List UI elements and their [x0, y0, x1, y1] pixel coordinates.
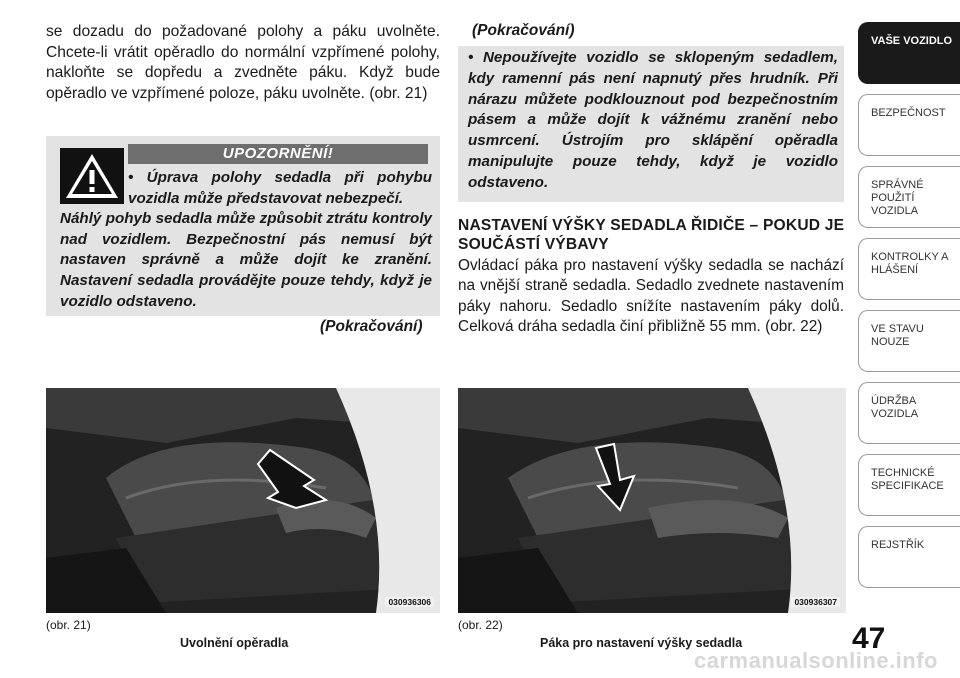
warning-first-line: • Úprava polohy sedadla při pohybu vozidla může představovat nebezpečí. — [128, 169, 432, 207]
figure-22-photo — [458, 388, 846, 613]
intro-paragraph: se dozadu do požadované polohy a páku uvolněte. Chcete-li vrátit opěradlo do normální vzpřímené polohy, nakloňte se dopředu a zvedněte páku. Když bude opěradlo ve vzpřímené poloze, páku uvolněte. (obr. 21) — [46, 23, 440, 102]
tab-label: BEZPEČNOST — [871, 107, 946, 119]
warning-text-continued: • Nepoužívejte vozidlo se sklopeným sedadlem, kdy ramenní pás není napnutý přes hrudník. Při nárazu můžete podklouznout pod bezpečnostním pásem a může dojít k vážnému zranění nebo usmrcení. Ústrojím pro sklápění opěradla manipulujte pouze tehdy, když je vozidlo odstaveno. — [468, 49, 838, 191]
figure-21-caption: Uvolnění opěradla — [180, 636, 289, 650]
warning-title: UPOZORNĚNÍ! — [128, 144, 428, 164]
tab-bezpecnost[interactable] — [858, 94, 960, 156]
tab-label: KONTROLKY A HLÁŠENÍ — [871, 251, 948, 276]
warning-box-continued — [458, 46, 844, 202]
tab-label: ÚDRŽBA VOZIDLA — [871, 395, 919, 420]
figure-code: 030936306 — [385, 597, 434, 607]
tab-spravne-pouziti[interactable] — [858, 166, 960, 228]
figure-21-photo — [46, 388, 440, 613]
tab-udrzba[interactable] — [858, 382, 960, 444]
tab-label: VAŠE VOZIDLO — [871, 35, 953, 47]
chapter-tabs — [858, 22, 960, 598]
seat-illustration — [458, 388, 846, 613]
warning-rest: Náhlý pohyb sedadla může způsobit ztrátu kontroly nad vozidlem. Bezpečnostní pás nemusí být nastaven správně a může dojít ke zranění. Nastavení sedadla provádějte pouze tehdy, když je vozidlo odstaveno. — [60, 210, 432, 310]
warning-text — [60, 168, 432, 312]
watermark: carmanualsonline.info — [694, 648, 938, 673]
tab-vase-vozidlo[interactable] — [858, 22, 960, 84]
left-column — [46, 22, 440, 104]
page-number: 47 — [852, 622, 886, 655]
warning-box — [46, 136, 440, 316]
figure-21-number: (obr. 21) — [46, 618, 91, 632]
figure-22-caption: Páka pro nastavení výšky sedadla — [540, 636, 743, 650]
tab-kontrolky[interactable] — [858, 238, 960, 300]
tab-ve-stavu-nouze[interactable] — [858, 310, 960, 372]
continued-left: (Pokračování) — [320, 318, 423, 335]
tab-label: VE STAVU NOUZE — [871, 323, 924, 348]
tab-technicke-specifikace[interactable] — [858, 454, 960, 516]
tab-label: TECHNICKÉ SPECIFIKACE — [871, 467, 944, 492]
continued-right: (Pokračování) — [472, 22, 575, 39]
tab-rejstrik[interactable] — [858, 526, 960, 588]
figure-code: 030936307 — [791, 597, 840, 607]
seat-illustration — [46, 388, 440, 613]
section-heading: NASTAVENÍ VÝŠKY SEDADLA ŘIDIČE – POKUD JE SOUČÁSTÍ VÝBAVY — [458, 217, 845, 253]
tab-label: SPRÁVNÉ POUŽITÍ VOZIDLA — [871, 179, 924, 217]
tab-label: REJSTŘÍK — [871, 539, 925, 551]
figure-22-number: (obr. 22) — [458, 618, 503, 632]
section-body: Ovládací páka pro nastavení výšky sedadla se nachází na vnější straně sedadla. Sedadlo zvednete nastavením páky nahoru. Sedadlo snížíte nastavením páky dolů. Celková dráha sedadla činí přibližně 55 mm. (obr. 22) — [458, 257, 844, 336]
